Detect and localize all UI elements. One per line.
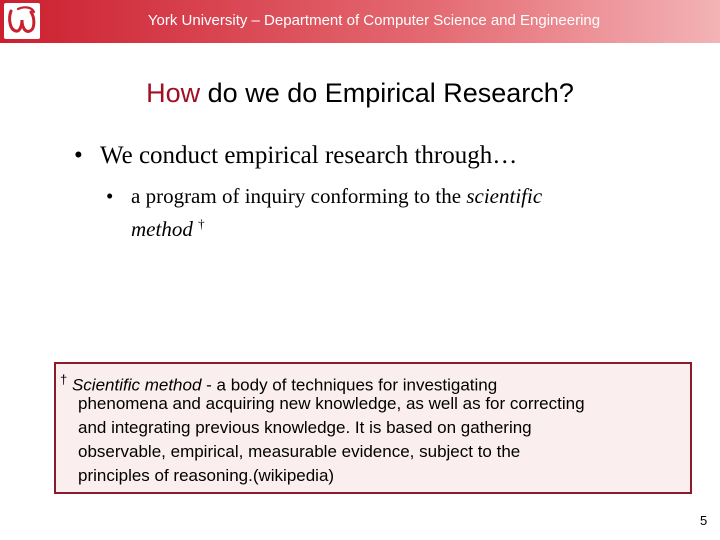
dagger-mark: †	[198, 216, 205, 231]
bullet-icon: •	[74, 142, 83, 169]
slide-title-rest: do we do Empirical Research?	[200, 78, 574, 108]
bullet-item-2	[106, 182, 626, 243]
slide-title-highlight: How	[146, 78, 201, 108]
slide-title	[0, 78, 720, 109]
footnote-line-5: principles of reasoning.(wikipedia)	[78, 466, 335, 485]
footnote-line-4: observable, empirical, measurable evidence, subject to the	[78, 442, 521, 461]
bullet-2-italic: scientific	[466, 184, 543, 208]
footnote-term: Scientific method	[71, 375, 202, 395]
header-bar	[0, 0, 720, 43]
page-number: 5	[700, 513, 708, 528]
footnote-dagger: †	[60, 372, 68, 387]
footnote-line-3: and integrating previous knowledge. It is based on gathering	[78, 418, 532, 437]
footnote-line-1-rest: - a body of techniques for investigating	[201, 375, 498, 395]
bullet-1-text: We conduct empirical research through…	[100, 142, 518, 169]
bullet-item-1	[74, 142, 694, 170]
footnote-line-2: phenomena and acquiring new knowledge, as well as for correcting	[78, 394, 585, 413]
header-title: York University – Department of Computer Science and Engineering	[147, 12, 601, 29]
bullet-2-text: a program of inquiry conforming to the	[131, 184, 467, 208]
footnote-box	[54, 362, 692, 494]
sub-bullet-icon: •	[106, 184, 114, 208]
bullet-2-line2-italic: method	[131, 217, 193, 241]
